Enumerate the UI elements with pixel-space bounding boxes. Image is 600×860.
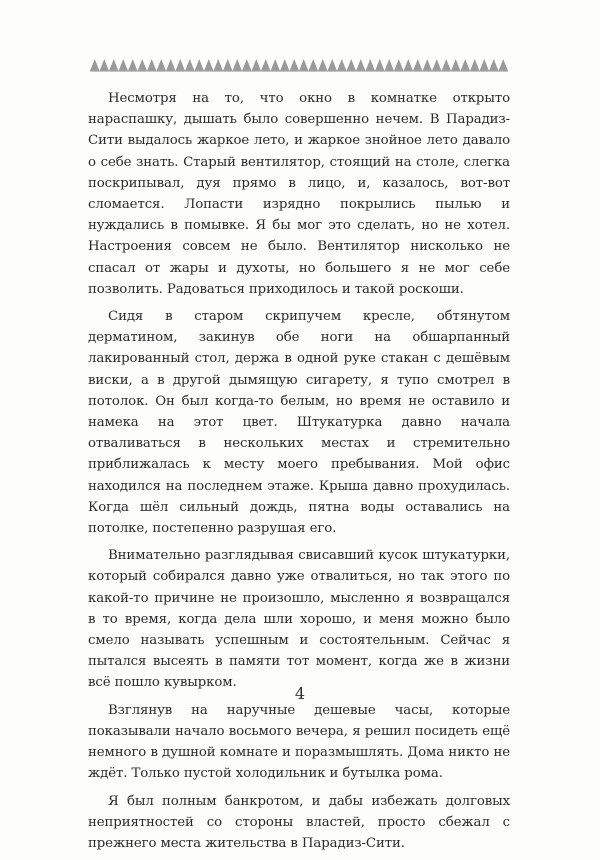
body-text [88,88,510,860]
paragraph-5: Я был полным банкротом, и дабы избежать долговых неприятностей со стороны властей, просто сбежал с прежнего места жительства в Парадиз-Сити. [88,793,510,851]
page-number: 4 [294,684,306,703]
paragraph-4: Взглянув на наручные дешевые часы, которые показывали начало восьмого вечера, я решил посидеть ещё немного в душной комнате и поразмышлять. Дома никто не ждёт. Только пустой холодильник и бутылка рома. [88,702,510,782]
paragraph-3: Внимательно разглядывая свисавший кусок штукатурки, который собирался давно уже отвалиться, но так этого по какой-то причине не произошло, мысленно я возвращался в то время, когда дела шли хорошо, и меня можно было смело называть успешным и состоятельным. Сейчас я пытался высеять в памяти тот момент, когда же в жизни всё пошло кувырком. [88,548,510,691]
decorative-zigzag-border [90,58,508,72]
paragraph-2: Сидя в старом скрипучем кресле, обтянутом дерматином, закинув обе ноги на обшарпанный лакированный стол, держа в одной руке стакан с дешёвым виски, а в другой дымящую сигарету, я тупо смотрел в потолок. Он был когда-то белым, но время не оставило и намека на этот цвет. Штукатурка давно начала отваливаться в нескольких местах и стремительно приближалась к месту моего пребывания. Мой офис находился на последнем этаже. Крыша давно прохудилась. Когда шёл сильный дождь, пятна воды оставались на потолке, постепенно разрушая его. [88,309,510,537]
paragraph-1: Несмотря на то, что окно в комнатке открыто нараспашку, дышать было совершенно нечем. В Парадиз-Сити выдалось жаркое лето, и жаркое знойное лето давало о себе знать. Старый вентилятор, стоящий на столе, слегка поскрипывал, дуя прямо в лицо, и, казалось, вот-вот сломается. Лопасти изрядно покрылись пылью и нуждались в помывке. Я бы мог это сделать, но не хотел. Настроения совсем не было. Вентилятор нисколько не спасал от жары и духоты, но большего я не мог себе позволить. Радоваться приходилось и такой роскоши. [88,91,510,297]
